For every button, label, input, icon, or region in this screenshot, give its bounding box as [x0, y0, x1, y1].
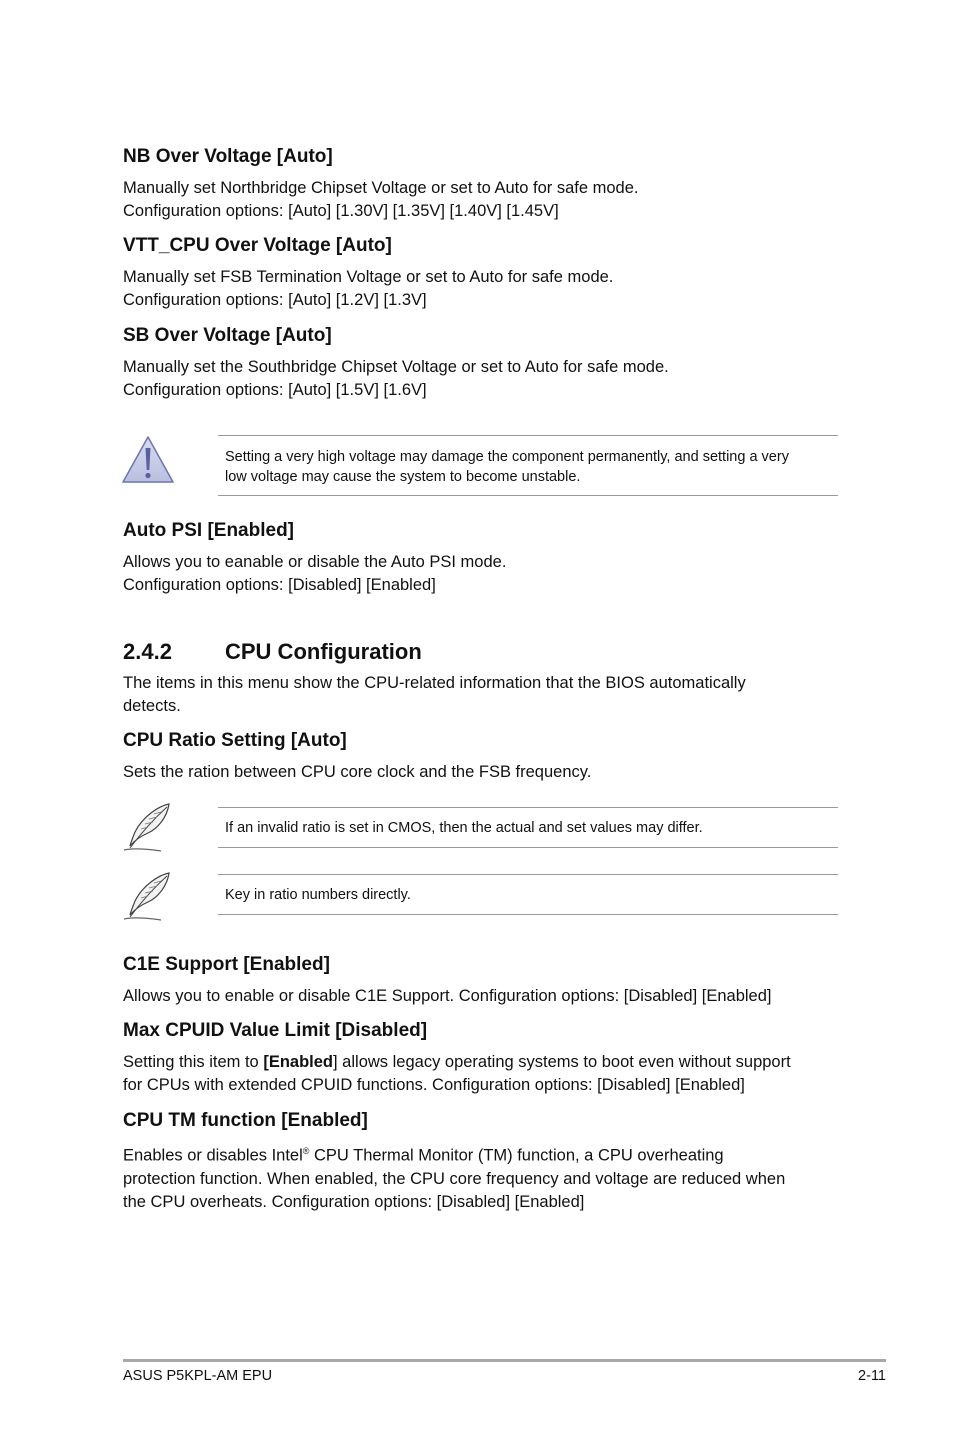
feather-pen-icon: [121, 871, 177, 923]
registered-mark: ®: [302, 1146, 310, 1156]
cpu-tm-function-line-1-pre: Enables or disables Intel: [123, 1146, 303, 1165]
c1e-support-description: [123, 985, 835, 1008]
cpu-ratio-setting-line-1: Sets the ration between CPU core clock and the FSB frequency.: [123, 763, 592, 781]
max-cpuid-line-1: [123, 1051, 835, 1074]
warning-note-top-rule: [218, 435, 838, 436]
cpu-configuration-intro-line-1: The items in this menu show the CPU-related information that the BIOS automatically: [123, 674, 746, 692]
note-invalid-ratio-text: If an invalid ratio is set in CMOS, then the actual and set values may differ.: [225, 820, 703, 836]
max-cpuid-line-2: for CPUs with extended CPUID functions. Configuration options: [Disabled] [Enabled]: [123, 1076, 745, 1094]
c1e-support-heading: C1E Support [Enabled]: [123, 954, 330, 975]
max-cpuid-heading: Max CPUID Value Limit [Disabled]: [123, 1020, 428, 1041]
cpu-tm-function-line-1: [123, 1140, 835, 1168]
nb-over-voltage-options: Configuration options: [Auto] [1.30V] [1.35V] [1.40V] [1.45V]: [123, 202, 559, 220]
feather-pen-icon: [121, 802, 177, 854]
vtt-cpu-over-voltage-line-1: Manually set FSB Termination Voltage or set to Auto for safe mode.: [123, 268, 614, 286]
vtt-cpu-over-voltage-description: [123, 266, 835, 312]
warning-note-bottom-rule: [218, 495, 838, 496]
auto-psi-heading: Auto PSI [Enabled]: [123, 520, 294, 541]
nb-over-voltage-description: [123, 177, 835, 223]
cpu-ratio-setting-heading: CPU Ratio Setting [Auto]: [123, 730, 347, 751]
note-2-bottom-rule: [218, 914, 838, 915]
section-title-text: CPU Configuration: [225, 639, 422, 664]
warning-note-text: [225, 447, 825, 487]
nb-over-voltage-line-1: Manually set Northbridge Chipset Voltage or set to Auto for safe mode.: [123, 179, 639, 197]
sb-over-voltage-description: [123, 356, 835, 402]
cpu-tm-function-line-3: the CPU overheats. Configuration options: [Disabled] [Enabled]: [123, 1192, 585, 1211]
cpu-tm-function-line-1-post: CPU Thermal Monitor (TM) function, a CPU overheating: [309, 1146, 724, 1165]
note-key-in-text: Key in ratio numbers directly.: [225, 887, 411, 903]
sb-over-voltage-line-1: Manually set the Southbridge Chipset Voltage or set to Auto for safe mode.: [123, 358, 669, 376]
auto-psi-line-1: Allows you to eanable or disable the Auto PSI mode.: [123, 553, 507, 571]
vtt-cpu-over-voltage-options: Configuration options: [Auto] [1.2V] [1.3V]: [123, 291, 427, 309]
auto-psi-description: [123, 551, 835, 597]
section-number: 2.4.2: [123, 639, 172, 664]
note-1-top-rule: [218, 807, 838, 808]
warning-icon: [121, 434, 177, 486]
nb-over-voltage-heading: NB Over Voltage [Auto]: [123, 146, 333, 167]
max-cpuid-line-1-pre: Setting this item to: [123, 1053, 264, 1071]
sb-over-voltage-heading: SB Over Voltage [Auto]: [123, 325, 332, 346]
max-cpuid-line-1-post: ] allows legacy operating systems to boot even without support: [333, 1053, 791, 1071]
cpu-tm-function-heading: CPU TM function [Enabled]: [123, 1110, 368, 1131]
vtt-cpu-over-voltage-heading: VTT_CPU Over Voltage [Auto]: [123, 235, 392, 256]
footer-product-name: ASUS P5KPL-AM EPU: [123, 1368, 273, 1384]
cpu-ratio-setting-description: [123, 761, 835, 784]
cpu-tm-function-description: [123, 1140, 835, 1214]
footer-page-number: 2-11: [858, 1368, 886, 1384]
footer-rule: [123, 1359, 886, 1362]
warning-note-line-1: Setting a very high voltage may damage the component permanently, and setting a very: [225, 449, 789, 465]
c1e-support-line-1: Allows you to enable or disable C1E Support. Configuration options: [Disabled] [Enabled]: [123, 987, 772, 1005]
max-cpuid-description: [123, 1051, 835, 1097]
auto-psi-options: Configuration options: [Disabled] [Enabled]: [123, 576, 436, 594]
max-cpuid-line-1-bold: [Enabled: [263, 1053, 334, 1071]
cpu-configuration-intro: [123, 672, 835, 718]
cpu-tm-function-line-2: protection function. When enabled, the CPU core frequency and voltage are reduced when: [123, 1169, 786, 1188]
cpu-configuration-intro-line-2: detects.: [123, 697, 181, 715]
section-title-cpu-configuration: [123, 639, 422, 665]
warning-note-line-2: low voltage may cause the system to become unstable.: [225, 469, 581, 485]
note-2-top-rule: [218, 874, 838, 875]
sb-over-voltage-options: Configuration options: [Auto] [1.5V] [1.6V]: [123, 381, 427, 399]
note-1-bottom-rule: [218, 847, 838, 848]
